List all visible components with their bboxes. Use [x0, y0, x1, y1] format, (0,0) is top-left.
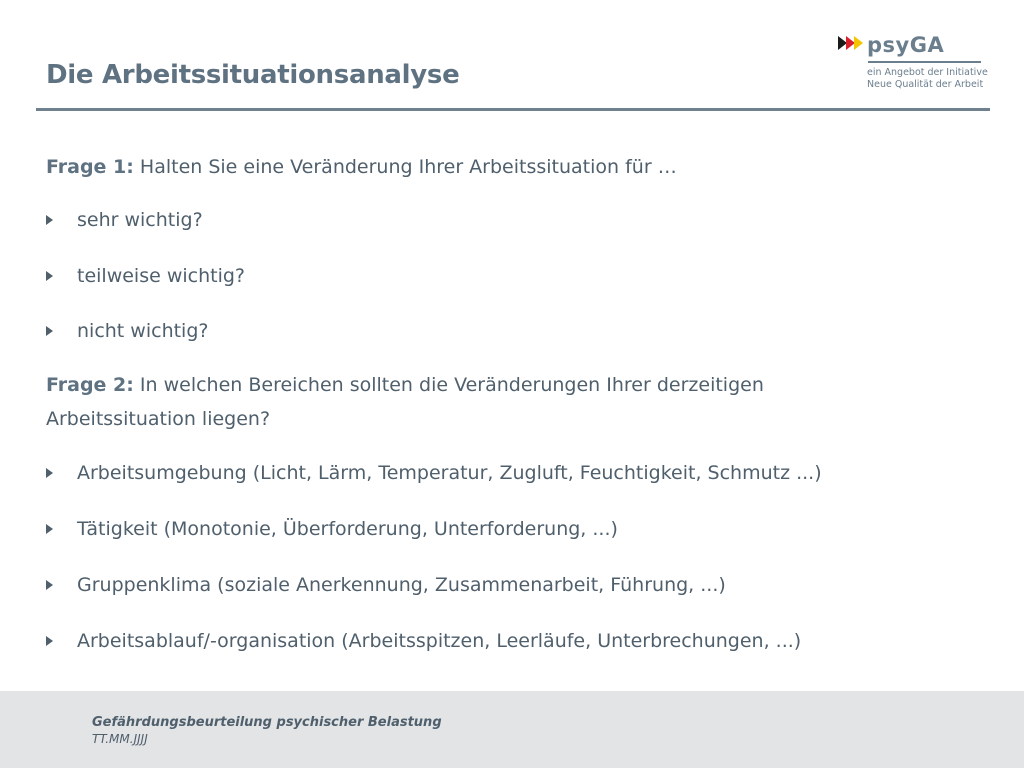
bullet-arrow-icon	[46, 468, 53, 478]
psyga-logo	[838, 30, 998, 92]
bullet-arrow-icon	[46, 580, 53, 590]
question-1-label: Frage 1:	[46, 156, 134, 178]
bullet-arrow-icon	[46, 636, 53, 646]
title-divider	[36, 108, 990, 111]
question-1	[46, 150, 677, 184]
footer-title: Gefährdungsbeurteilung psychischer Belastung	[92, 715, 442, 730]
bullet-arrow-icon	[46, 215, 53, 225]
bullet-arrow-icon	[46, 524, 53, 534]
list-item-text: Gruppenklima (soziale Anerkennung, Zusammenarbeit, Führung, ...)	[77, 574, 726, 596]
logo-arrows-icon	[838, 36, 868, 50]
question-2	[46, 368, 906, 436]
question-1-text: Halten Sie eine Veränderung Ihrer Arbeitssituation für …	[133, 156, 677, 178]
bullet-arrow-icon	[46, 271, 53, 281]
question-2-text: In welchen Bereichen sollten die Veränderungen Ihrer derzeitigen Arbeitssituation liegen?	[46, 374, 764, 430]
bullet-arrow-icon	[46, 326, 53, 336]
list-item-text: sehr wichtig?	[77, 209, 203, 231]
footer	[0, 691, 1024, 768]
logo-divider	[868, 61, 981, 63]
logo-tagline-1: ein Angebot der Initiative	[867, 67, 988, 78]
list-item-text: Arbeitsumgebung (Licht, Lärm, Temperatur, Zugluft, Feuchtigkeit, Schmutz ...)	[77, 462, 822, 484]
page-title: Die Arbeitssituationsanalyse	[46, 60, 460, 90]
list-item-text: Arbeitsablauf/-organisation (Arbeitsspitzen, Leerläufe, Unterbrechungen, ...)	[77, 630, 802, 652]
list-item-text: Tätigkeit (Monotonie, Überforderung, Unterforderung, ...)	[77, 518, 618, 540]
logo-name: psyGA	[867, 33, 945, 57]
logo-tagline-2: Neue Qualität der Arbeit	[867, 79, 984, 90]
question-2-label: Frage 2:	[46, 374, 134, 396]
footer-date: TT.MM.JJJJ	[92, 732, 148, 746]
list-item-text: teilweise wichtig?	[77, 265, 246, 287]
list-item-text: nicht wichtig?	[77, 320, 209, 342]
